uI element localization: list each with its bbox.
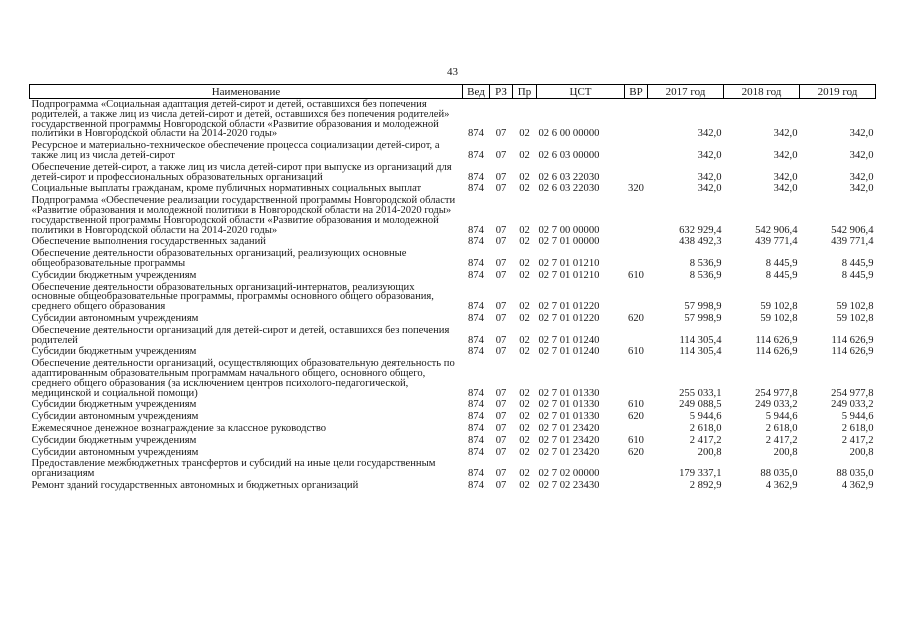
- cell-rz: 07: [495, 269, 507, 281]
- cell-rz: 07: [495, 387, 507, 399]
- cell-cst: 02 7 01 01240: [538, 346, 600, 358]
- cell-2017: 342,0: [697, 171, 722, 183]
- cell-pr: 02: [519, 312, 530, 324]
- cell-name: Подпрограмма «Обеспечение реализации государственной программы Новгородской области «Развитие образования и молодежной политики в Новгородской области на 2014-2020 годы» государственной программы Новгородской области «Развитие образования и молодежной политики в Новгородской области на 2014-2020 годы»: [31, 195, 456, 236]
- cell-vr: [625, 248, 648, 270]
- table-row: [30, 399, 876, 411]
- cell-2017: 57 998,9: [684, 312, 722, 324]
- cell-2019: 114 626,9: [831, 334, 874, 346]
- cell-cst: 02 6 03 22030: [538, 183, 600, 195]
- cell-ved: 874: [468, 128, 484, 140]
- cell-2019: 2 417,2: [841, 434, 874, 446]
- cell-pr: 02: [519, 128, 530, 140]
- cell-cst: 02 7 01 01330: [538, 399, 600, 411]
- cell-ved: 874: [468, 434, 484, 446]
- cell-2018: 114 626,9: [755, 334, 798, 346]
- cell-ved: 874: [468, 346, 484, 358]
- cell-ved: 874: [468, 411, 484, 423]
- cell-2018: 249 033,2: [755, 399, 798, 411]
- cell-name: Субсидии автономным учреждениям: [31, 446, 199, 458]
- cell-rz: 07: [495, 149, 507, 161]
- cell-name: Подпрограмма «Социальная адаптация детей-сирот и детей, оставшихся без попечения родителей, а также лиц из числа детей-сирот и детей, оставшихся без попечения родителей» государственной программы Новгородской области «Развитие образования и молодежной политики в Новгородской области на 2014-2020 годы»: [31, 99, 450, 140]
- cell-pr: 02: [519, 149, 530, 161]
- cell-pr: 02: [519, 434, 530, 446]
- cell-vr: 610: [628, 434, 644, 446]
- cell-cst: 02 7 01 01210: [538, 257, 600, 269]
- cell-ved: 874: [468, 387, 484, 399]
- cell-vr: 610: [628, 269, 644, 281]
- col-header-2018: 2018 год: [724, 85, 800, 99]
- col-header-ved: Вед: [463, 85, 490, 99]
- cell-2019: 5 944,6: [841, 411, 874, 423]
- cell-2017: 255 033,1: [679, 387, 722, 399]
- cell-2017: 342,0: [697, 128, 722, 140]
- cell-ved: 874: [468, 312, 484, 324]
- cell-rz: 07: [495, 346, 507, 358]
- cell-cst: 02 7 01 00000: [538, 236, 600, 248]
- cell-cst: 02 6 03 22030: [538, 171, 600, 183]
- cell-2019: 342,0: [849, 128, 874, 140]
- cell-cst: 02 7 01 01220: [538, 312, 600, 324]
- table-row: [30, 99, 876, 141]
- cell-name: Социальные выплаты гражданам, кроме публичных нормативных социальных выплат: [31, 183, 422, 195]
- cell-vr: 320: [628, 183, 644, 195]
- cell-2017: 2 618,0: [689, 422, 722, 434]
- cell-cst: 02 7 01 01240: [538, 334, 600, 346]
- cell-2019: 4 362,9: [841, 479, 874, 491]
- table-row: [30, 480, 876, 492]
- cell-cst: 02 7 01 23420: [538, 446, 600, 458]
- cell-pr: 02: [519, 269, 530, 281]
- cell-pr: 02: [519, 171, 530, 183]
- cell-2018: 4 362,9: [765, 479, 798, 491]
- cell-name: Предоставление межбюджетных трансфертов и субсидий на иные цели государственным организациям: [31, 458, 436, 480]
- cell-2017: 632 929,4: [679, 224, 722, 236]
- cell-2018: 342,0: [773, 128, 798, 140]
- cell-vr: [625, 99, 648, 141]
- cell-2019: 200,8: [849, 446, 874, 458]
- cell-rz: 07: [495, 446, 507, 458]
- cell-2018: 8 445,9: [765, 257, 798, 269]
- cell-2019: 249 033,2: [831, 399, 874, 411]
- cell-pr: 02: [519, 468, 530, 480]
- cell-rz: 07: [495, 183, 507, 195]
- cell-name: Субсидии автономным учреждениям: [31, 312, 199, 324]
- cell-vr: [625, 140, 648, 162]
- cell-rz: 07: [495, 479, 507, 491]
- table-body: [30, 99, 876, 492]
- cell-cst: 02 7 01 01330: [538, 387, 600, 399]
- cell-2018: 254 977,8: [755, 387, 798, 399]
- cell-ved: 874: [468, 183, 484, 195]
- cell-cst: 02 6 00 00000: [538, 128, 600, 140]
- cell-pr: 02: [519, 387, 530, 399]
- cell-rz: 07: [495, 224, 507, 236]
- cell-name: Субсидии бюджетным учреждениям: [31, 346, 197, 358]
- cell-2019: 59 102,8: [836, 312, 874, 324]
- cell-name: Субсидии бюджетным учреждениям: [31, 434, 197, 446]
- cell-cst: 02 7 01 23420: [538, 434, 600, 446]
- cell-2019: 439 771,4: [831, 236, 874, 248]
- cell-ved: 874: [468, 171, 484, 183]
- cell-ved: 874: [468, 257, 484, 269]
- cell-ved: 874: [468, 334, 484, 346]
- cell-vr: [625, 458, 648, 480]
- cell-cst: 02 7 01 01210: [538, 269, 600, 281]
- cell-pr: 02: [519, 257, 530, 269]
- cell-vr: 610: [628, 346, 644, 358]
- cell-vr: 620: [628, 446, 644, 458]
- cell-rz: 07: [495, 171, 507, 183]
- cell-pr: 02: [519, 446, 530, 458]
- col-header-2019: 2019 год: [800, 85, 876, 99]
- cell-2017: 438 492,3: [679, 236, 722, 248]
- cell-2018: 59 102,8: [760, 301, 798, 313]
- cell-vr: [625, 480, 648, 492]
- cell-ved: 874: [468, 149, 484, 161]
- cell-ved: 874: [468, 479, 484, 491]
- cell-2017: 2 417,2: [689, 434, 722, 446]
- cell-name: Обеспечение детей-сирот, а также лиц из числа детей-сирот при выпуске из организаций для детей-сирот и профессиональных образовательных организаций: [31, 161, 452, 183]
- cell-name: Субсидии автономным учреждениям: [31, 411, 199, 423]
- cell-name: Обеспечение деятельности образовательных организаций-интернатов, реализующих основные общеобразовательные программы, программы основного общего образования, среднего общего образования: [31, 281, 434, 313]
- cell-2019: 342,0: [849, 171, 874, 183]
- cell-pr: 02: [519, 334, 530, 346]
- cell-pr: 02: [519, 301, 530, 313]
- table-row: [30, 411, 876, 423]
- cell-rz: 07: [495, 257, 507, 269]
- cell-2017: 114 305,4: [679, 346, 722, 358]
- cell-2019: 542 906,4: [831, 224, 874, 236]
- cell-2019: 8 445,9: [841, 257, 874, 269]
- table-row: [30, 447, 876, 459]
- cell-rz: 07: [495, 301, 507, 313]
- table-header-row: [30, 85, 876, 99]
- cell-ved: 874: [468, 422, 484, 434]
- cell-ved: 874: [468, 236, 484, 248]
- cell-cst: 02 7 01 23420: [538, 422, 600, 434]
- table-row: [30, 313, 876, 325]
- cell-2018: 2 618,0: [765, 422, 798, 434]
- table-row: [30, 458, 876, 480]
- col-header-vr: ВР: [625, 85, 648, 99]
- cell-2019: 342,0: [849, 149, 874, 161]
- table-row: [30, 282, 876, 313]
- table-row: [30, 248, 876, 270]
- table-row: [30, 423, 876, 435]
- cell-vr: [625, 325, 648, 347]
- cell-2017: 179 337,1: [679, 468, 722, 480]
- cell-rz: 07: [495, 434, 507, 446]
- cell-2018: 2 417,2: [765, 434, 798, 446]
- cell-name: Обеспечение выполнения государственных заданий: [31, 236, 266, 248]
- cell-pr: 02: [519, 411, 530, 423]
- cell-2018: 59 102,8: [760, 312, 798, 324]
- cell-rz: 07: [495, 334, 507, 346]
- cell-2018: 342,0: [773, 171, 798, 183]
- col-header-cst: ЦСТ: [537, 85, 625, 99]
- cell-rz: 07: [495, 422, 507, 434]
- cell-name: Ресурсное и материально-техническое обеспечение процесса социализации детей-сирот, а также лиц из числа детей-сирот: [31, 140, 440, 161]
- cell-pr: 02: [519, 479, 530, 491]
- table-row: [30, 183, 876, 195]
- table-row: [30, 162, 876, 184]
- cell-2019: 254 977,8: [831, 387, 874, 399]
- cell-name: Ежемесячное денежное вознаграждение за классное руководство: [31, 422, 327, 434]
- table-row: [30, 195, 876, 236]
- cell-ved: 874: [468, 468, 484, 480]
- cell-2018: 342,0: [773, 183, 798, 195]
- cell-name: Субсидии бюджетным учреждениям: [31, 269, 197, 281]
- cell-vr: [625, 423, 648, 435]
- cell-2017: 5 944,6: [689, 411, 722, 423]
- cell-2017: 114 305,4: [679, 334, 722, 346]
- cell-cst: 02 6 03 00000: [538, 149, 600, 161]
- cell-pr: 02: [519, 183, 530, 195]
- table-row: [30, 236, 876, 248]
- cell-name: Обеспечение деятельности организаций, осуществляющих образовательную деятельность по адаптированным образовательным программам начального общего, основного общего, среднего общего образования (за исключением центров психолого-педагогической, медицинской и социальной помощи): [31, 358, 455, 399]
- cell-2018: 342,0: [773, 149, 798, 161]
- col-header-name: Наименование: [30, 85, 463, 99]
- cell-rz: 07: [495, 411, 507, 423]
- table-row: [30, 325, 876, 347]
- cell-2017: 8 536,9: [689, 269, 722, 281]
- cell-2017: 342,0: [697, 183, 722, 195]
- cell-name: Субсидии бюджетным учреждениям: [31, 399, 197, 411]
- cell-pr: 02: [519, 422, 530, 434]
- cell-2019: 88 035,0: [836, 468, 874, 480]
- cell-rz: 07: [495, 468, 507, 480]
- table-row: [30, 140, 876, 162]
- cell-rz: 07: [495, 399, 507, 411]
- cell-2018: 114 626,9: [755, 346, 798, 358]
- cell-cst: 02 7 02 00000: [538, 468, 600, 480]
- cell-2019: 8 445,9: [841, 269, 874, 281]
- cell-ved: 874: [468, 446, 484, 458]
- cell-cst: 02 7 02 23430: [538, 479, 600, 491]
- cell-2018: 439 771,4: [755, 236, 798, 248]
- col-header-rz: РЗ: [490, 85, 513, 99]
- cell-2017: 342,0: [697, 149, 722, 161]
- cell-ved: 874: [468, 301, 484, 313]
- cell-name: Ремонт зданий государственных автономных и бюджетных организаций: [31, 479, 359, 491]
- cell-pr: 02: [519, 224, 530, 236]
- table-row: [30, 346, 876, 358]
- cell-2018: 542 906,4: [755, 224, 798, 236]
- budget-table: [29, 84, 876, 492]
- cell-2018: 8 445,9: [765, 269, 798, 281]
- cell-2018: 200,8: [773, 446, 798, 458]
- cell-2017: 2 892,9: [689, 479, 722, 491]
- cell-vr: 610: [628, 399, 644, 411]
- cell-vr: [625, 162, 648, 184]
- cell-cst: 02 7 01 01330: [538, 411, 600, 423]
- page-number: 43: [447, 66, 458, 78]
- cell-vr: [625, 195, 648, 236]
- cell-2017: 8 536,9: [689, 257, 722, 269]
- cell-2019: 342,0: [849, 183, 874, 195]
- cell-2019: 114 626,9: [831, 346, 874, 358]
- cell-cst: 02 7 00 00000: [538, 224, 600, 236]
- table-row: [30, 435, 876, 447]
- table-row: [30, 358, 876, 399]
- cell-pr: 02: [519, 236, 530, 248]
- cell-ved: 874: [468, 399, 484, 411]
- cell-name: Обеспечение деятельности организаций для детей-сирот и детей, оставшихся без попечения родителей: [31, 324, 450, 346]
- cell-2017: 57 998,9: [684, 301, 722, 313]
- cell-ved: 874: [468, 269, 484, 281]
- cell-pr: 02: [519, 399, 530, 411]
- cell-ved: 874: [468, 224, 484, 236]
- cell-vr: [625, 358, 648, 399]
- cell-2018: 5 944,6: [765, 411, 798, 423]
- cell-rz: 07: [495, 312, 507, 324]
- cell-vr: 620: [628, 411, 644, 423]
- table-row: [30, 270, 876, 282]
- cell-pr: 02: [519, 346, 530, 358]
- col-header-2017: 2017 год: [648, 85, 724, 99]
- col-header-pr: Пр: [513, 85, 537, 99]
- cell-vr: 620: [628, 312, 644, 324]
- cell-2019: 2 618,0: [841, 422, 874, 434]
- cell-name: Обеспечение деятельности образовательных организаций, реализующих основные общеобразовательные программы: [31, 248, 407, 269]
- cell-cst: 02 7 01 01220: [538, 301, 600, 313]
- cell-rz: 07: [495, 128, 507, 140]
- cell-rz: 07: [495, 236, 507, 248]
- cell-2017: 200,8: [697, 446, 722, 458]
- cell-2017: 249 088,5: [679, 399, 722, 411]
- cell-vr: [625, 282, 648, 313]
- cell-vr: [625, 236, 648, 248]
- cell-2018: 88 035,0: [760, 468, 798, 480]
- cell-2019: 59 102,8: [836, 301, 874, 313]
